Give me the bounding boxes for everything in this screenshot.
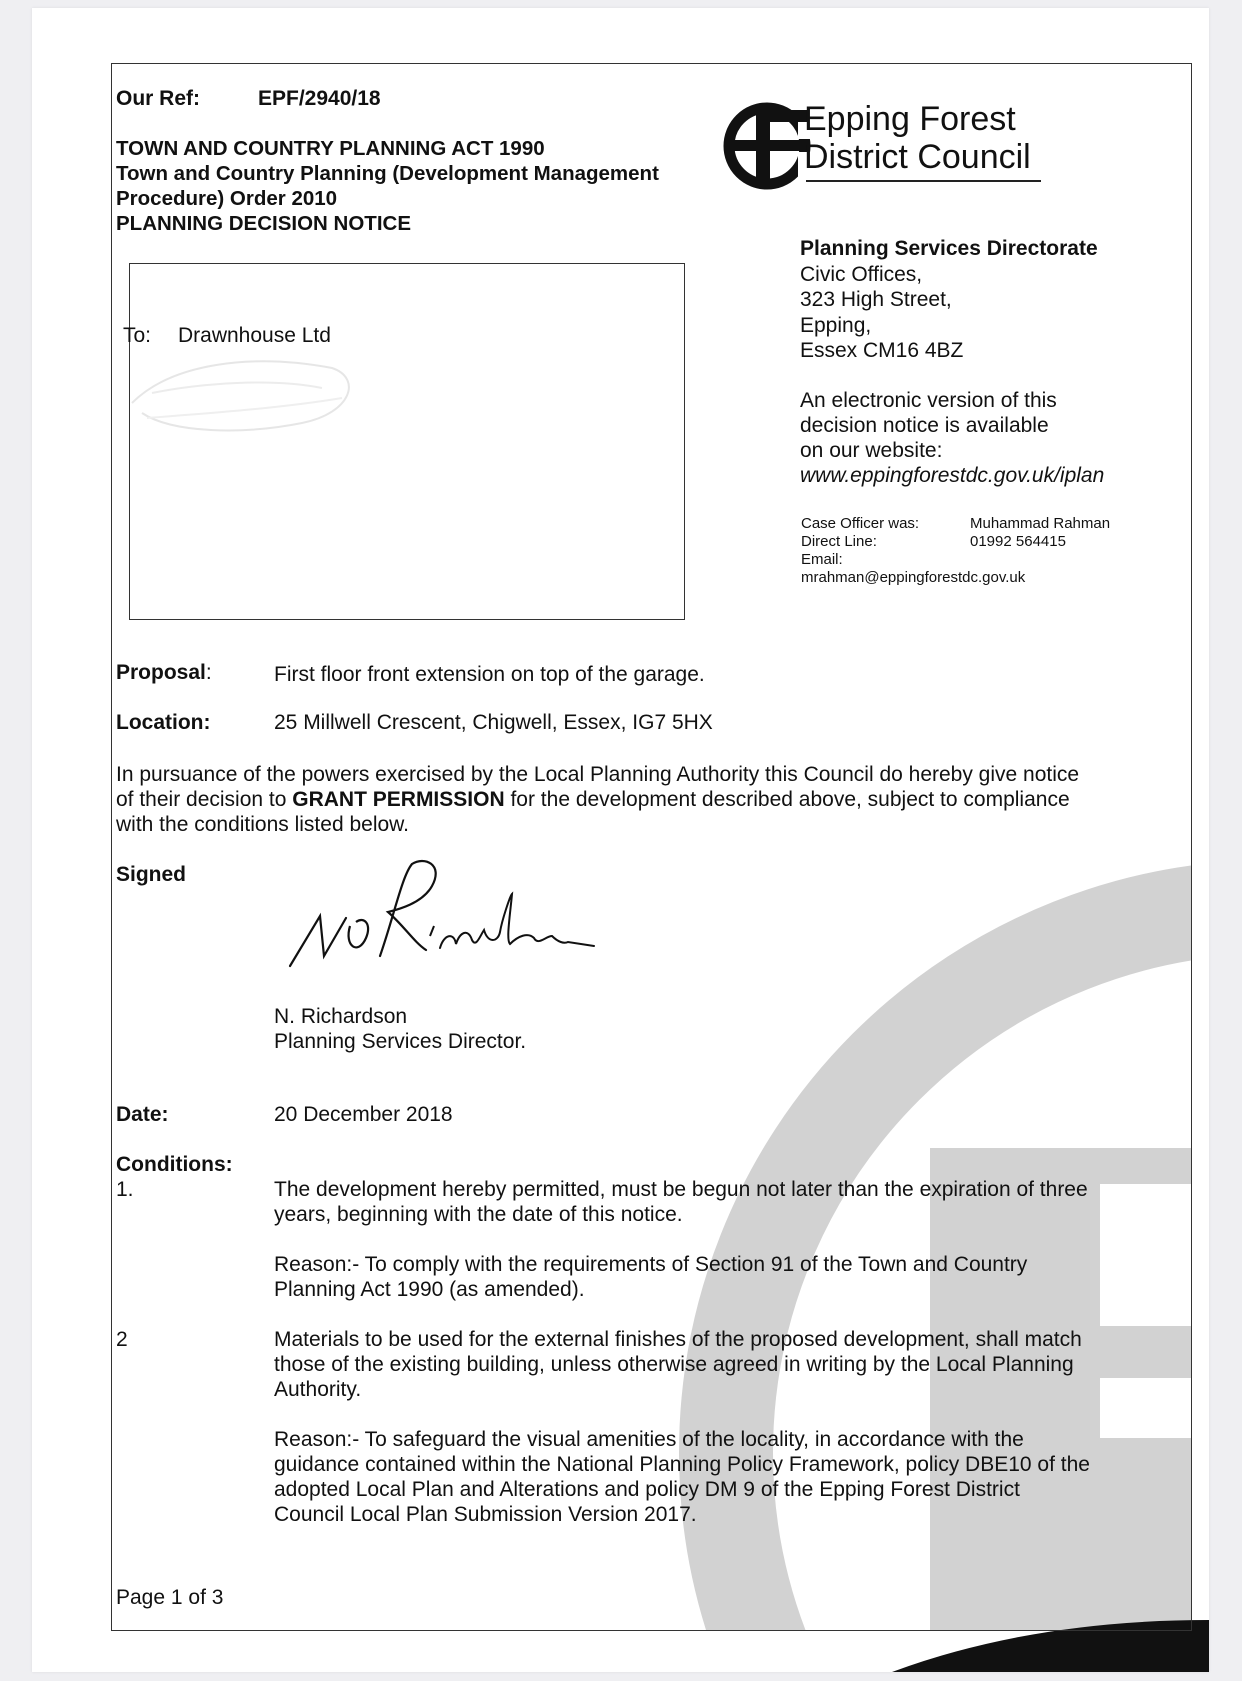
website-note-line1: An electronic version of this (800, 389, 1057, 412)
signatory-name: N. Richardson (274, 1005, 408, 1028)
signed-label: Signed (116, 863, 187, 886)
condition-reason-line: Planning Act 1990 (as amended). (274, 1278, 585, 1301)
direct-line-number: 01992 564415 (970, 533, 1066, 550)
website-note-line3: on our website: (800, 439, 943, 462)
address-line4: Essex CM16 4BZ (800, 339, 964, 362)
condition-text-line: Authority. (274, 1378, 362, 1401)
reference-value: EPF/2940/18 (258, 87, 381, 110)
decision-line2-start: of their decision to (116, 788, 293, 811)
direct-line-label: Direct Line: (801, 533, 877, 550)
proposal-label-text: Proposal (116, 661, 206, 684)
address-line1: Civic Offices, (800, 263, 923, 286)
document-page (32, 8, 1209, 1672)
condition-reason-line: Reason:- To comply with the requirements of Section 91 of the Town and Country (274, 1253, 1028, 1276)
notice-title: PLANNING DECISION NOTICE (116, 212, 411, 235)
handwritten-signature (284, 856, 604, 974)
condition-number: 1. (116, 1178, 134, 1201)
condition-reason-line: Reason:- To safeguard the visual amenities of the locality, in accordance with the (274, 1428, 1024, 1451)
condition-number: 2 (116, 1328, 128, 1351)
decision-grant-permission: GRANT PERMISSION (292, 788, 505, 811)
case-officer-label: Case Officer was: (801, 515, 920, 532)
decision-line2 (116, 787, 1070, 812)
email-label: Email: (801, 551, 843, 568)
condition-reason-line: Council Local Plan Submission Version 2017. (274, 1503, 697, 1526)
logo-underline (806, 180, 1041, 182)
condition-text-line: those of the existing building, unless otherwise agreed in writing by the Local Planning (274, 1353, 1074, 1376)
to-label: To: (123, 324, 152, 347)
logo-text-line2: District Council (804, 138, 1031, 176)
condition-reason-line: adopted Local Plan and Alterations and policy DM 9 of the Epping Forest District (274, 1478, 1020, 1501)
reference-label: Our Ref: (116, 87, 200, 110)
condition-text-line: Materials to be used for the external finishes of the proposed development, shall match (274, 1328, 1082, 1351)
address-line3: Epping, (800, 314, 872, 337)
recipient-name: Drawnhouse Ltd (178, 324, 331, 347)
email-address[interactable]: mrahman@eppingforestdc.gov.uk (801, 569, 1026, 586)
date-label: Date: (116, 1103, 169, 1126)
act-title: TOWN AND COUNTRY PLANNING ACT 1990 (116, 137, 545, 160)
location-label: Location: (116, 711, 211, 734)
location-text: 25 Millwell Crescent, Chigwell, Essex, IG7 5HX (274, 711, 713, 734)
date-value: 20 December 2018 (274, 1103, 453, 1126)
redacted-address-scribble (112, 343, 372, 443)
directorate-name: Planning Services Directorate (800, 237, 1098, 260)
signatory-title: Planning Services Director. (274, 1030, 527, 1053)
order-title-line1: Town and Country Planning (Development Management (116, 162, 659, 185)
condition-text-line: years, beginning with the date of this notice. (274, 1203, 683, 1226)
proposal-label (116, 660, 212, 685)
proposal-text: First floor front extension on top of the garage. (274, 663, 705, 686)
decision-line3: with the conditions listed below. (116, 813, 410, 836)
website-note-line2: decision notice is available (800, 414, 1049, 437)
order-title-line2: Procedure) Order 2010 (116, 187, 338, 210)
website-url[interactable]: www.eppingforestdc.gov.uk/iplan (800, 464, 1105, 487)
proposal-colon: : (205, 661, 212, 684)
case-officer-name: Muhammad Rahman (970, 515, 1111, 532)
decision-line2-end: for the development described above, subject to compliance (504, 788, 1070, 811)
page-number: Page 1 of 3 (116, 1586, 224, 1609)
condition-reason-line: guidance contained within the National Planning Policy Framework, policy DBE10 of the (274, 1453, 1090, 1476)
efdc-logo-icon (722, 100, 812, 192)
condition-text-line: The development hereby permitted, must be begun not later than the expiration of three (274, 1178, 1088, 1201)
decision-line1: In pursuance of the powers exercised by the Local Planning Authority this Council do hereby give notice (116, 763, 1080, 786)
address-line2: 323 High Street, (800, 288, 952, 311)
conditions-heading: Conditions: (116, 1153, 233, 1176)
logo-text-line1: Epping Forest (804, 100, 1016, 138)
